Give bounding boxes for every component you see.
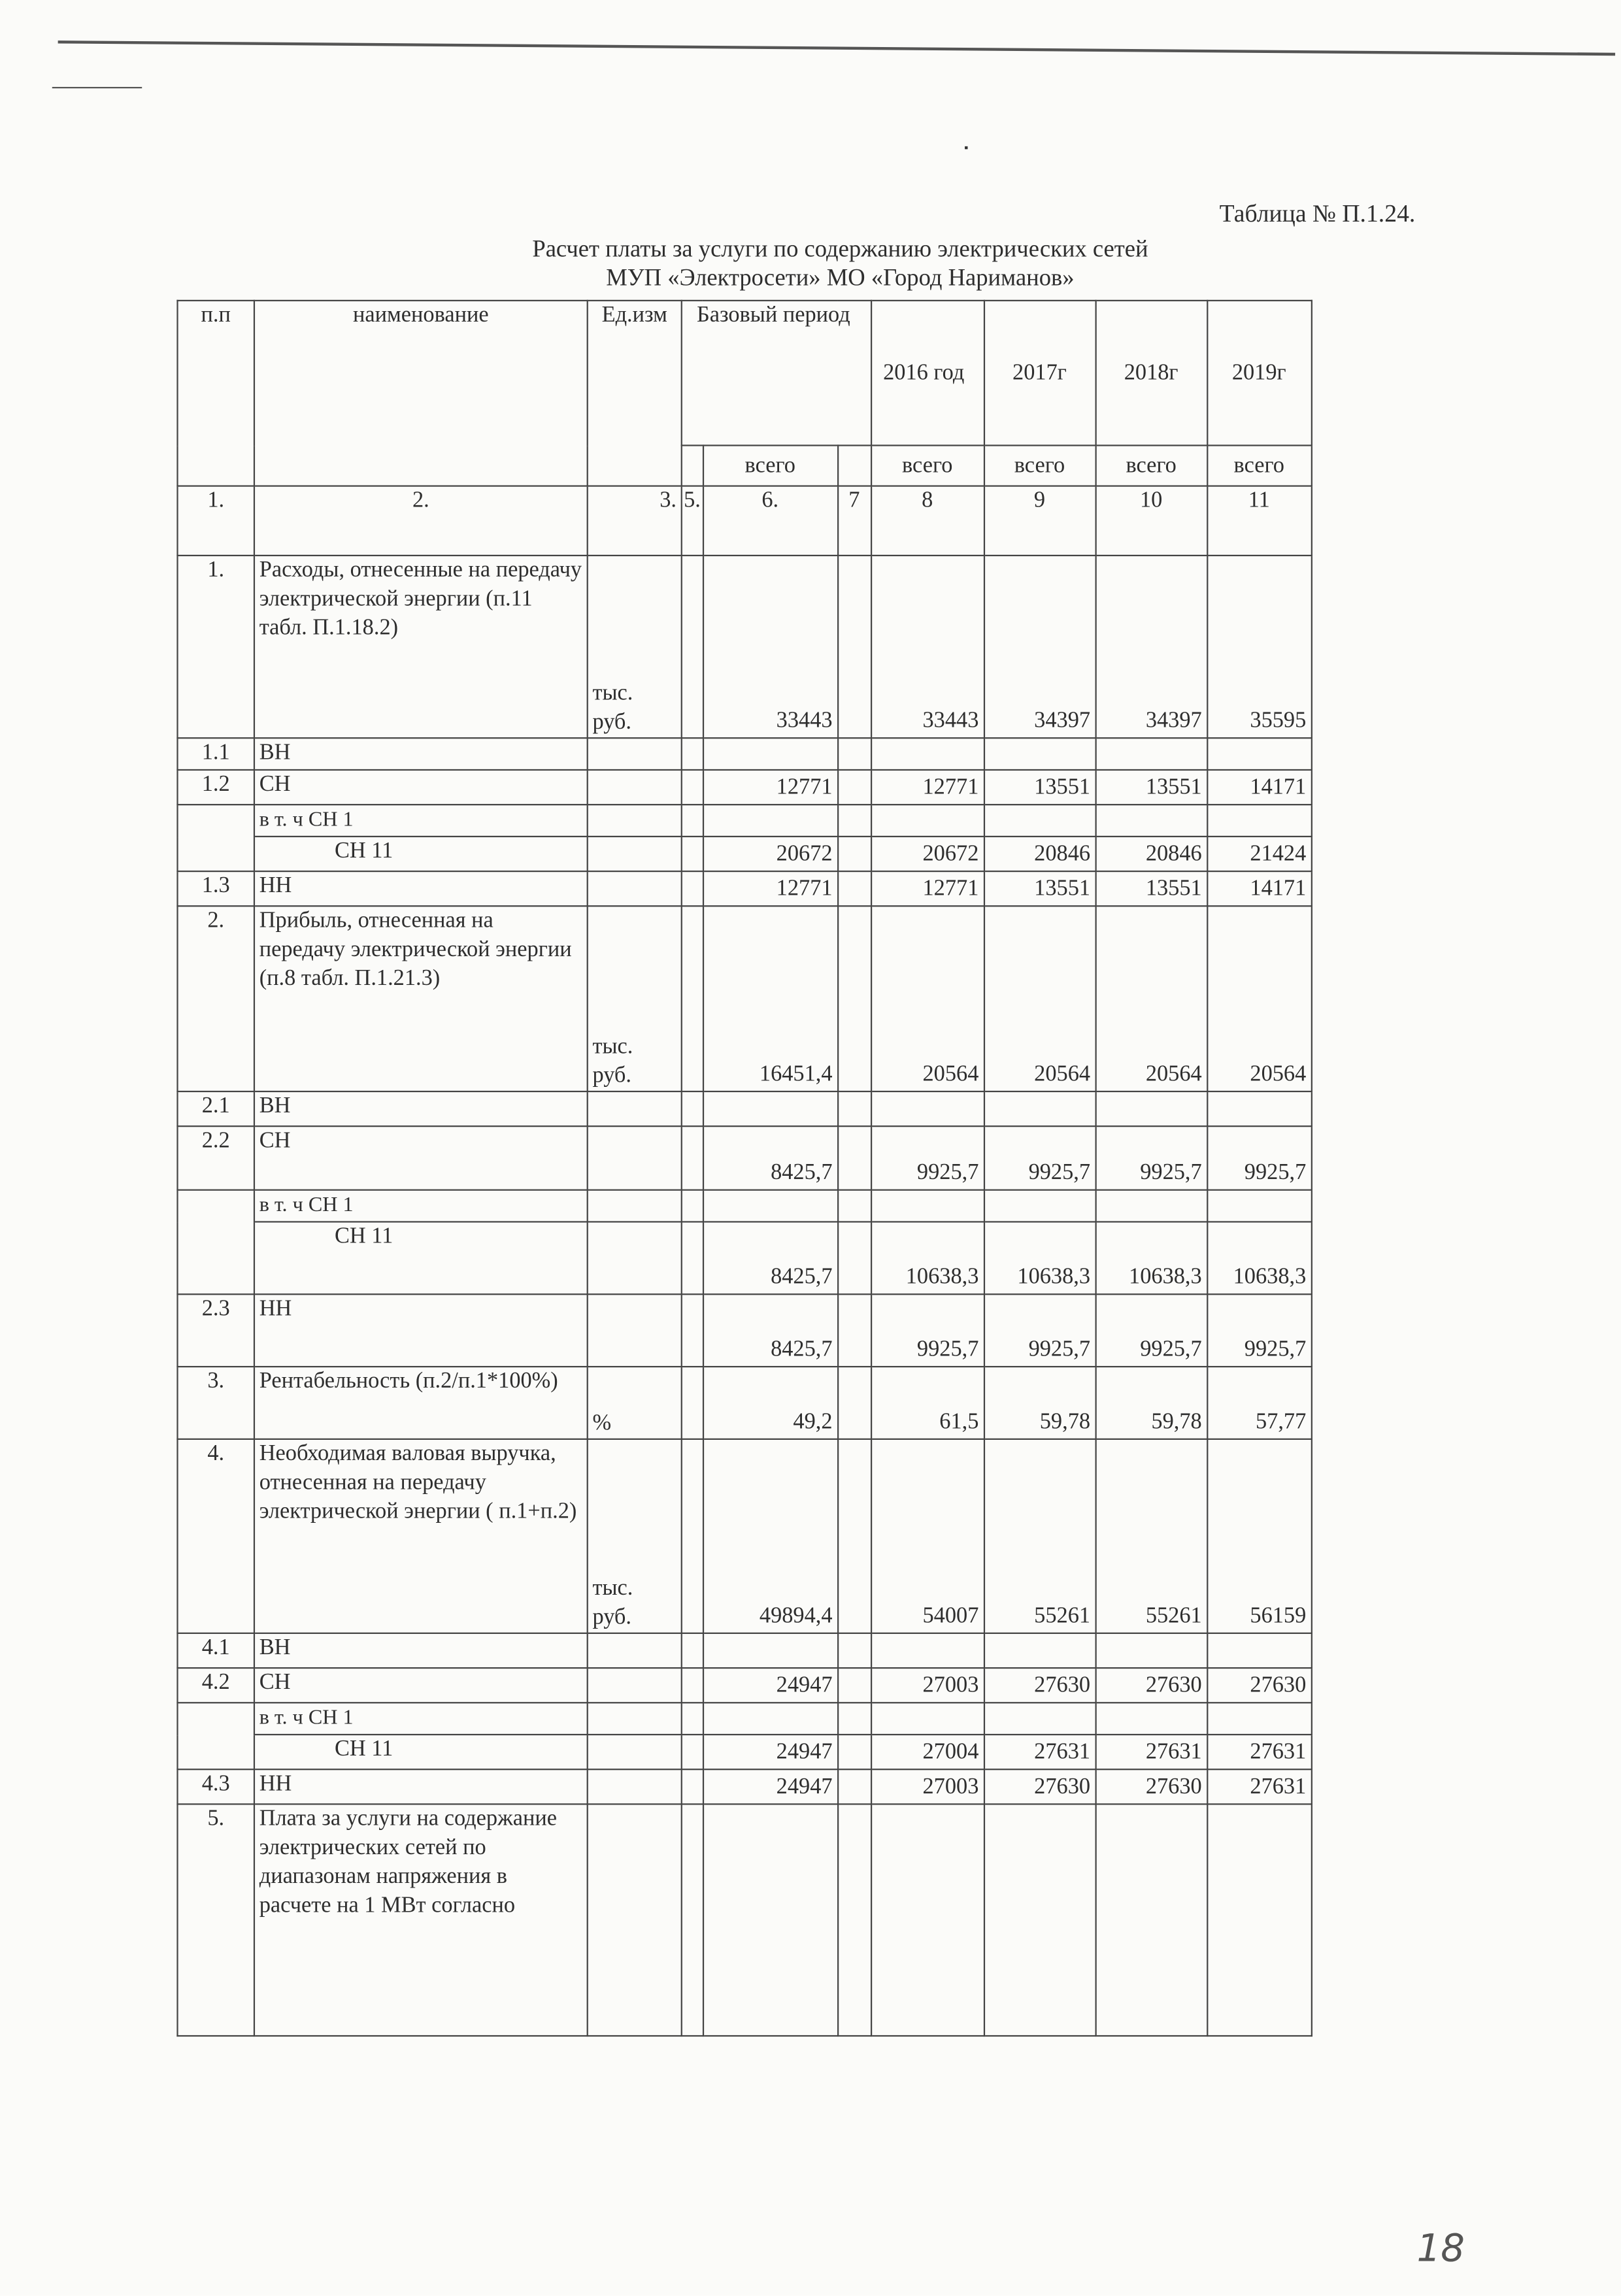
row-name: Необходимая валовая выручка, отнесенная на передачу электрической энергии ( п.1+п.2) [254, 1439, 588, 1633]
table-row [177, 906, 1311, 1091]
table-row [177, 738, 1311, 770]
row-blank [682, 1091, 703, 1126]
row-name: СН 11 [254, 1222, 588, 1294]
column-number: 6. [703, 486, 837, 556]
row-unit [588, 1294, 682, 1367]
row-2017-value [984, 738, 1095, 770]
table-row [177, 1091, 1311, 1126]
row-base-value: 49894,4 [703, 1439, 837, 1633]
row-2019-value: 10638,3 [1207, 1222, 1311, 1294]
row-name: Плата за услуги на содержание электрических сетей по диапазонам напряжения в расчете на 1 МВт согласно [254, 1804, 588, 2036]
row-blank [682, 1294, 703, 1367]
row-2016-value [871, 1633, 984, 1668]
column-number: 1. [177, 486, 254, 556]
row-2019-value: 27630 [1207, 1668, 1311, 1703]
row-unit [588, 1126, 682, 1190]
header-2017: 2017г [984, 301, 1095, 446]
row-base-value: 16451,4 [703, 906, 837, 1091]
row-number: 4.1 [177, 1633, 254, 1668]
row-2019-value: 27631 [1207, 1769, 1311, 1804]
row-2019-value: 21424 [1207, 837, 1311, 871]
row-2018-value: 10638,3 [1095, 1222, 1207, 1294]
table-row [177, 837, 1311, 871]
row-base-value [703, 1804, 837, 2036]
row-2018-value: 27630 [1095, 1769, 1207, 1804]
subheader-total: всего [984, 446, 1095, 486]
row-base-value [703, 1190, 837, 1222]
row-blank [682, 1804, 703, 2036]
row-base-value [703, 738, 837, 770]
scan-mark-line [52, 87, 142, 88]
row-unit [588, 1735, 682, 1769]
column-number: 11 [1207, 486, 1311, 556]
row-unit [588, 1703, 682, 1735]
table-row [177, 1735, 1311, 1769]
column-number: 7 [837, 486, 871, 556]
row-number [177, 805, 254, 837]
row-base-value [703, 805, 837, 837]
row-unit [588, 1190, 682, 1222]
header-2016: 2016 год [871, 301, 984, 446]
row-name: ВН [254, 1091, 588, 1126]
document-title: Расчет платы за услуги по содержанию электрических сетей [532, 235, 1148, 263]
row-2018-value: 9925,7 [1095, 1126, 1207, 1190]
row-2018-value [1095, 1190, 1207, 1222]
row-2017-value: 13551 [984, 871, 1095, 906]
row-blank [682, 556, 703, 738]
row-2019-value [1207, 1091, 1311, 1126]
row-base-value: 8425,7 [703, 1222, 837, 1294]
row-unit [588, 1633, 682, 1668]
row-2016-value [871, 1703, 984, 1735]
row-2016-value: 12771 [871, 871, 984, 906]
row-unit [588, 1668, 682, 1703]
row-base-value: 33443 [703, 556, 837, 738]
row-base-value: 12771 [703, 871, 837, 906]
row-number: 1.1 [177, 738, 254, 770]
table-row [177, 1190, 1311, 1222]
row-2017-value: 9925,7 [984, 1126, 1095, 1190]
row-blank [837, 1091, 871, 1126]
row-blank [837, 1735, 871, 1769]
row-name: СН [254, 1668, 588, 1703]
scan-border-line [58, 41, 1615, 56]
table-row [177, 1222, 1311, 1294]
row-blank [837, 1294, 871, 1367]
row-blank [682, 1769, 703, 1804]
row-base-value [703, 1703, 837, 1735]
table-row [177, 1703, 1311, 1735]
table-number: Таблица № П.1.24. [1219, 199, 1416, 227]
table-row [177, 1439, 1311, 1633]
column-number: 5. [682, 486, 703, 556]
header-2018: 2018г [1095, 301, 1207, 446]
row-blank [837, 837, 871, 871]
row-blank [837, 1633, 871, 1668]
row-blank [837, 871, 871, 906]
row-2016-value: 27003 [871, 1769, 984, 1804]
row-number: 4. [177, 1439, 254, 1633]
row-blank [837, 1190, 871, 1222]
row-2017-value: 55261 [984, 1439, 1095, 1633]
row-number [177, 1190, 254, 1222]
row-number [177, 1703, 254, 1735]
row-name: НН [254, 1294, 588, 1367]
row-number: 3. [177, 1367, 254, 1439]
row-2019-value [1207, 1703, 1311, 1735]
row-2018-value: 55261 [1095, 1439, 1207, 1633]
table-row [177, 556, 1311, 738]
row-number: 2.1 [177, 1091, 254, 1126]
row-2019-value [1207, 1190, 1311, 1222]
row-name: СН [254, 770, 588, 805]
column-number: 3. [588, 486, 682, 556]
row-name: в т. ч СН 1 [254, 1190, 588, 1222]
row-2018-value: 59,78 [1095, 1367, 1207, 1439]
row-2017-value: 13551 [984, 770, 1095, 805]
row-2016-value: 27003 [871, 1668, 984, 1703]
row-unit [588, 871, 682, 906]
row-unit [588, 738, 682, 770]
row-2018-value: 20564 [1095, 906, 1207, 1091]
row-2019-value: 27631 [1207, 1735, 1311, 1769]
row-2017-value: 27630 [984, 1769, 1095, 1804]
row-2018-value: 20846 [1095, 837, 1207, 871]
row-blank [682, 1668, 703, 1703]
row-base-value: 8425,7 [703, 1126, 837, 1190]
row-unit [588, 837, 682, 871]
document-subtitle: МУП «Электросети» МО «Город Нариманов» [606, 263, 1075, 291]
row-2016-value [871, 738, 984, 770]
row-unit [588, 770, 682, 805]
header-row [177, 301, 1311, 446]
row-name: НН [254, 1769, 588, 1804]
row-2018-value: 9925,7 [1095, 1294, 1207, 1367]
row-number: 2.2 [177, 1126, 254, 1190]
row-2017-value: 20564 [984, 906, 1095, 1091]
table-row [177, 871, 1311, 906]
row-name: Рентабельность (п.2/п.1*100%) [254, 1367, 588, 1439]
table-row [177, 805, 1311, 837]
row-unit: тыс. руб. [588, 906, 682, 1091]
row-number [177, 837, 254, 871]
row-2017-value [984, 1703, 1095, 1735]
column-number: 9 [984, 486, 1095, 556]
row-2017-value: 27631 [984, 1735, 1095, 1769]
row-blank [837, 738, 871, 770]
row-2016-value: 12771 [871, 770, 984, 805]
row-blank [837, 1126, 871, 1190]
row-2019-value: 57,77 [1207, 1367, 1311, 1439]
scan-speck [965, 146, 967, 149]
row-name: Расходы, отнесенные на передачу электрической энергии (п.11 табл. П.1.18.2) [254, 556, 588, 738]
row-unit [588, 1804, 682, 2036]
row-2017-value: 27630 [984, 1668, 1095, 1703]
row-2018-value: 13551 [1095, 770, 1207, 805]
column-number: 2. [254, 486, 588, 556]
row-blank [682, 1439, 703, 1633]
row-blank [682, 1703, 703, 1735]
row-2016-value: 61,5 [871, 1367, 984, 1439]
row-unit [588, 805, 682, 837]
row-blank [682, 1222, 703, 1294]
row-2019-value: 20564 [1207, 906, 1311, 1091]
subheader-total: всего [1095, 446, 1207, 486]
row-name: СН 11 [254, 837, 588, 871]
row-number: 4.3 [177, 1769, 254, 1804]
row-blank [837, 556, 871, 738]
row-name: СН [254, 1126, 588, 1190]
row-2018-value [1095, 1633, 1207, 1668]
row-2016-value: 9925,7 [871, 1126, 984, 1190]
row-base-value: 24947 [703, 1769, 837, 1804]
row-number: 1.2 [177, 770, 254, 805]
row-2018-value: 27630 [1095, 1668, 1207, 1703]
table-row [177, 1668, 1311, 1703]
row-base-value: 24947 [703, 1668, 837, 1703]
row-2019-value: 9925,7 [1207, 1126, 1311, 1190]
header-2019: 2019г [1207, 301, 1311, 446]
row-name: в т. ч СН 1 [254, 1703, 588, 1735]
row-blank [837, 1804, 871, 2036]
row-blank [682, 906, 703, 1091]
table-row [177, 1294, 1311, 1367]
row-2018-value [1095, 805, 1207, 837]
row-base-value: 8425,7 [703, 1294, 837, 1367]
page-number: 18 [1416, 2227, 1465, 2272]
row-2017-value [984, 1190, 1095, 1222]
row-name: Прибыль, отнесенная на передачу электрической энергии (п.8 табл. П.1.21.3) [254, 906, 588, 1091]
row-blank [837, 1222, 871, 1294]
row-2017-value [984, 1091, 1095, 1126]
row-name: в т. ч СН 1 [254, 805, 588, 837]
subheader-blank [837, 446, 871, 486]
row-2017-value: 20846 [984, 837, 1095, 871]
row-2016-value [871, 805, 984, 837]
row-base-value: 49,2 [703, 1367, 837, 1439]
row-blank [682, 871, 703, 906]
row-blank [837, 1367, 871, 1439]
row-blank [837, 1703, 871, 1735]
row-2019-value [1207, 805, 1311, 837]
row-number: 2.3 [177, 1294, 254, 1367]
row-blank [682, 1190, 703, 1222]
row-2018-value: 13551 [1095, 871, 1207, 906]
row-base-value: 20672 [703, 837, 837, 871]
header-base-period: Базовый период [682, 301, 871, 446]
row-2016-value: 9925,7 [871, 1294, 984, 1367]
row-2016-value [871, 1804, 984, 2036]
row-unit: тыс. руб. [588, 556, 682, 738]
row-unit [588, 1091, 682, 1126]
row-number [177, 1222, 254, 1294]
row-2016-value: 33443 [871, 556, 984, 738]
row-2016-value: 54007 [871, 1439, 984, 1633]
row-name: СН 11 [254, 1735, 588, 1769]
row-2017-value [984, 805, 1095, 837]
table-row [177, 1804, 1311, 2036]
row-blank [837, 1769, 871, 1804]
row-number: 4.2 [177, 1668, 254, 1703]
row-name: ВН [254, 738, 588, 770]
row-2019-value [1207, 738, 1311, 770]
row-2018-value [1095, 1804, 1207, 2036]
row-blank [837, 1668, 871, 1703]
row-unit [588, 1769, 682, 1804]
subheader-total: всего [1207, 446, 1311, 486]
row-blank [682, 837, 703, 871]
row-name: НН [254, 871, 588, 906]
row-blank [682, 1735, 703, 1769]
row-unit: % [588, 1367, 682, 1439]
row-blank [837, 1439, 871, 1633]
table-row [177, 1633, 1311, 1668]
row-2017-value: 34397 [984, 556, 1095, 738]
row-blank [682, 1633, 703, 1668]
row-blank [837, 906, 871, 1091]
row-base-value [703, 1633, 837, 1668]
row-2019-value: 35595 [1207, 556, 1311, 738]
row-2016-value: 10638,3 [871, 1222, 984, 1294]
row-number [177, 1735, 254, 1769]
row-number: 5. [177, 1804, 254, 2036]
row-2019-value [1207, 1633, 1311, 1668]
row-2018-value [1095, 1091, 1207, 1126]
row-blank [682, 805, 703, 837]
row-number: 1. [177, 556, 254, 738]
row-number: 1.3 [177, 871, 254, 906]
table-row [177, 1769, 1311, 1804]
row-2017-value: 10638,3 [984, 1222, 1095, 1294]
row-2018-value: 27631 [1095, 1735, 1207, 1769]
row-name: ВН [254, 1633, 588, 1668]
row-2017-value: 59,78 [984, 1367, 1095, 1439]
row-2016-value: 27004 [871, 1735, 984, 1769]
row-2017-value: 9925,7 [984, 1294, 1095, 1367]
tariff-table [176, 300, 1312, 2037]
header-unit: Ед.изм [588, 301, 682, 486]
row-2017-value [984, 1633, 1095, 1668]
subheader-blank [682, 446, 703, 486]
row-2016-value [871, 1190, 984, 1222]
row-base-value: 12771 [703, 770, 837, 805]
row-2019-value: 14171 [1207, 871, 1311, 906]
row-number: 2. [177, 906, 254, 1091]
row-2016-value: 20672 [871, 837, 984, 871]
row-base-value: 24947 [703, 1735, 837, 1769]
header-pp: п.п [177, 301, 254, 486]
row-2019-value: 56159 [1207, 1439, 1311, 1633]
row-2018-value [1095, 1703, 1207, 1735]
table-row [177, 1367, 1311, 1439]
row-2018-value [1095, 738, 1207, 770]
column-number-row [177, 486, 1311, 556]
row-unit: тыс. руб. [588, 1439, 682, 1633]
row-2018-value: 34397 [1095, 556, 1207, 738]
row-2016-value [871, 1091, 984, 1126]
table-row [177, 1126, 1311, 1190]
subheader-total: всего [703, 446, 837, 486]
column-number: 8 [871, 486, 984, 556]
header-name: наименование [254, 301, 588, 486]
row-2019-value: 14171 [1207, 770, 1311, 805]
row-unit [588, 1222, 682, 1294]
row-blank [837, 770, 871, 805]
row-blank [682, 738, 703, 770]
table-row [177, 770, 1311, 805]
row-blank [682, 1126, 703, 1190]
row-blank [682, 770, 703, 805]
row-blank [837, 805, 871, 837]
row-2019-value [1207, 1804, 1311, 2036]
row-2016-value: 20564 [871, 906, 984, 1091]
column-number: 10 [1095, 486, 1207, 556]
row-base-value [703, 1091, 837, 1126]
row-2017-value [984, 1804, 1095, 2036]
row-2019-value: 9925,7 [1207, 1294, 1311, 1367]
subheader-total: всего [871, 446, 984, 486]
row-blank [682, 1367, 703, 1439]
